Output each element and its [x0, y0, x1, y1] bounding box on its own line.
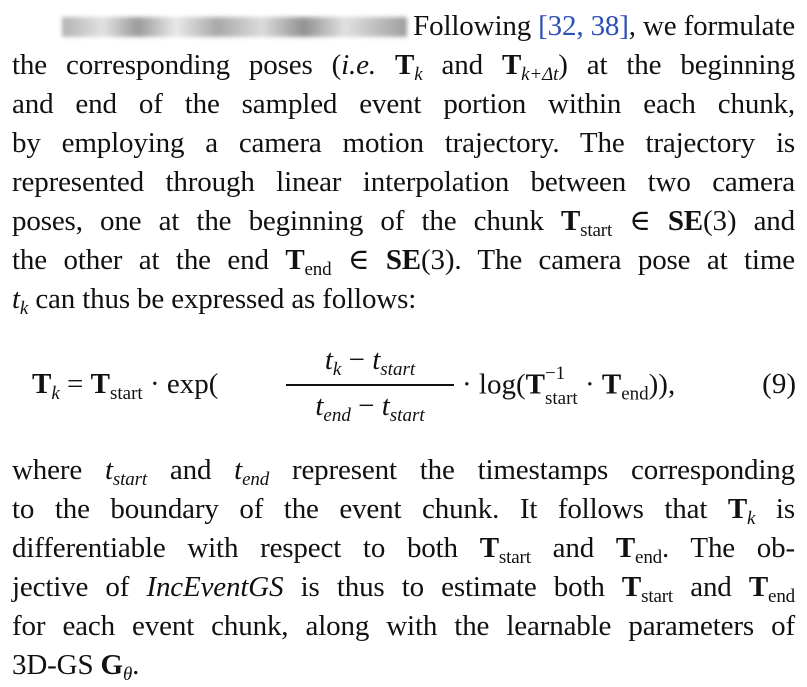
text-line-14: 3D-GS $G_\theta$.	[12, 649, 140, 685]
paragraph-bottom	[12, 451, 795, 685]
citation-link[interactable]: [32, 38]	[538, 10, 629, 42]
text-line-13: for each event chunk, along with the learnable parameters of	[12, 610, 795, 642]
redacted-text	[62, 17, 407, 37]
fraction-denominator: $t_{end} - t_{start}$	[315, 390, 425, 426]
equation-rhs: · log(T −1 start · $T_{end}$)),	[462, 363, 676, 409]
text-line-6: poses, one at the beginning of the chunk $T_{start}$ ∈ SE(3) and	[12, 205, 795, 241]
text-line-2: the corresponding poses (i.e. $T_k$ and $T_{k+\Delta t}$) at the beginning	[12, 49, 795, 85]
text-line-8: $t_k$ can thus be expressed as follows:	[12, 283, 417, 319]
equation-9	[32, 338, 798, 438]
text-line-7: the other at the end $T_{end}$ ∈ SE(3). The camera pose at time	[12, 244, 795, 280]
method-name: IncEventGS	[146, 571, 284, 603]
text-line-12: jective of IncEventGS is thus to estimate both $T_{start}$ and $T_{end}$	[12, 571, 796, 607]
text-line-11: differentiable with respect to both $T_{start}$ and $T_{end}$. The ob-	[12, 532, 796, 568]
text-line-3: and end of the sampled event portion within each chunk,	[12, 88, 795, 120]
fraction-bar	[286, 384, 454, 386]
text-line-1: Following [32, 38], we formulate	[12, 7, 795, 46]
equation-lhs: $T_k = T_{start} \cdot \exp$(	[32, 368, 219, 404]
fraction-numerator: $t_k - t_{start}$	[324, 344, 416, 380]
equation-number: (9)	[762, 368, 796, 400]
equation-fraction	[284, 338, 456, 428]
paragraph-top	[12, 7, 795, 319]
text-line-4: by employing a camera motion trajectory. The trajectory is	[12, 127, 795, 159]
text-line-9: where $t_{start}$ and $t_{end}$ represent the timestamps corresponding	[12, 454, 796, 490]
text-line-10: to the boundary of the event chunk. It follows that $T_k$ is	[12, 493, 795, 529]
text-line-5: represented through linear interpolation between two camera	[12, 166, 795, 198]
